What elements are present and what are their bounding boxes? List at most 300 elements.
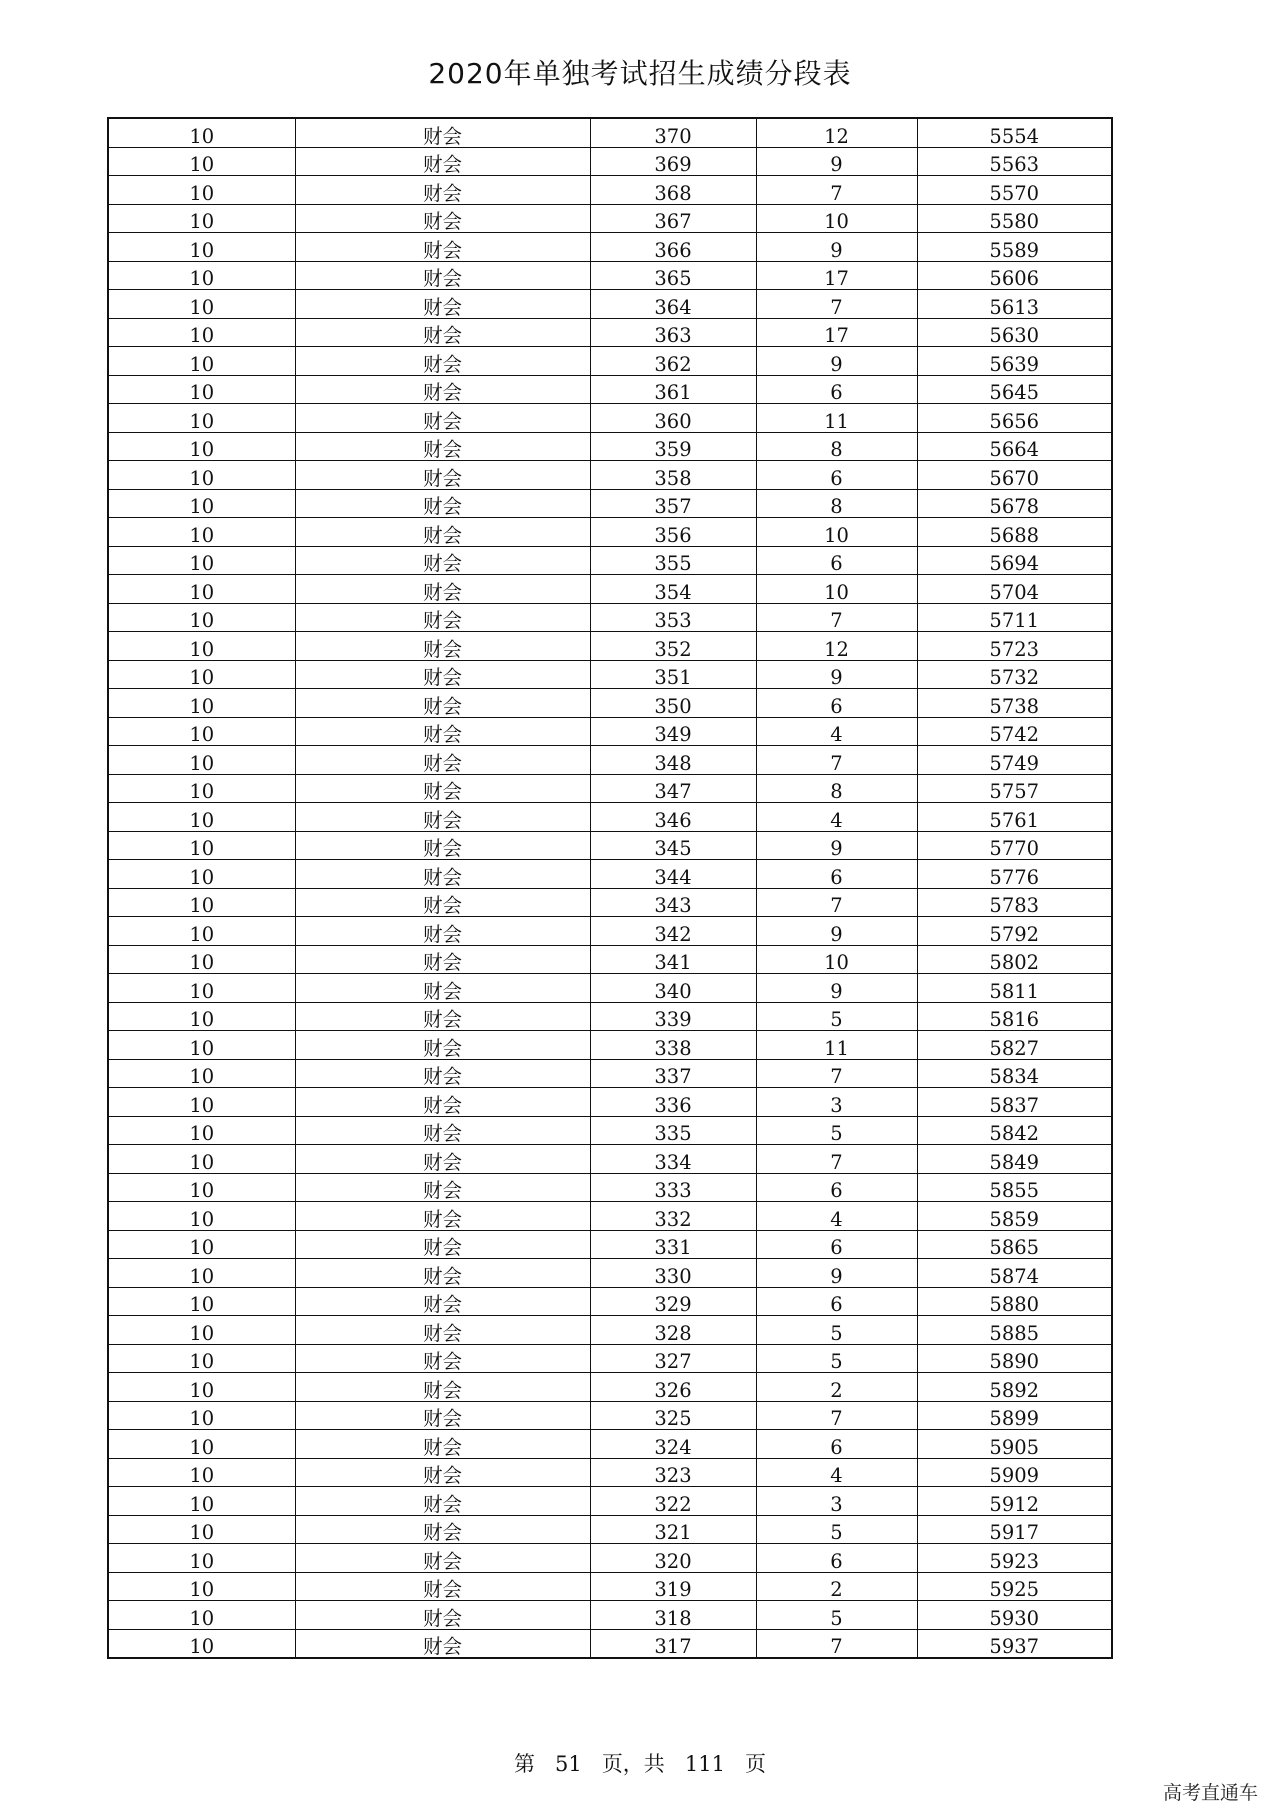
score-cell: 359 — [590, 432, 756, 461]
cumulative-cell: 5554 — [917, 118, 1112, 147]
major-cell: 财会 — [295, 1629, 590, 1658]
code-cell: 10 — [108, 660, 295, 689]
count-cell: 5 — [756, 1515, 917, 1544]
cumulative-cell: 5865 — [917, 1230, 1112, 1259]
code-cell: 10 — [108, 347, 295, 376]
code-cell: 10 — [108, 1401, 295, 1430]
code-cell: 10 — [108, 204, 295, 233]
count-cell: 7 — [756, 176, 917, 205]
cumulative-cell: 5874 — [917, 1259, 1112, 1288]
cumulative-cell: 5704 — [917, 575, 1112, 604]
table-row — [108, 404, 1112, 433]
count-cell: 9 — [756, 974, 917, 1003]
major-cell: 财会 — [295, 1031, 590, 1060]
code-cell: 10 — [108, 717, 295, 746]
code-cell: 10 — [108, 1202, 295, 1231]
code-cell: 10 — [108, 917, 295, 946]
cumulative-cell: 5892 — [917, 1373, 1112, 1402]
footer-page-number: 51 — [555, 1752, 582, 1776]
count-cell: 5 — [756, 1116, 917, 1145]
score-cell: 334 — [590, 1145, 756, 1174]
table-row — [108, 860, 1112, 889]
major-cell: 财会 — [295, 1202, 590, 1231]
score-cell: 349 — [590, 717, 756, 746]
score-cell: 321 — [590, 1515, 756, 1544]
cumulative-cell: 5749 — [917, 746, 1112, 775]
score-cell: 366 — [590, 233, 756, 262]
table-row — [108, 118, 1112, 147]
count-cell: 3 — [756, 1088, 917, 1117]
count-cell: 17 — [756, 261, 917, 290]
major-cell: 财会 — [295, 204, 590, 233]
code-cell: 10 — [108, 318, 295, 347]
major-cell: 财会 — [295, 1002, 590, 1031]
code-cell: 10 — [108, 1259, 295, 1288]
table-row — [108, 233, 1112, 262]
code-cell: 10 — [108, 1373, 295, 1402]
code-cell: 10 — [108, 774, 295, 803]
code-cell: 10 — [108, 1173, 295, 1202]
table-row — [108, 1116, 1112, 1145]
major-cell: 财会 — [295, 461, 590, 490]
score-cell: 345 — [590, 831, 756, 860]
score-cell: 325 — [590, 1401, 756, 1430]
score-cell: 361 — [590, 375, 756, 404]
watermark: 高考直通车 — [1162, 1782, 1258, 1804]
cumulative-cell: 5890 — [917, 1344, 1112, 1373]
count-cell: 10 — [756, 204, 917, 233]
score-cell: 329 — [590, 1287, 756, 1316]
footer-total-pages: 111 — [684, 1752, 725, 1776]
cumulative-cell: 5837 — [917, 1088, 1112, 1117]
count-cell: 9 — [756, 660, 917, 689]
code-cell: 10 — [108, 1629, 295, 1658]
cumulative-cell: 5842 — [917, 1116, 1112, 1145]
major-cell: 财会 — [295, 717, 590, 746]
major-cell: 财会 — [295, 233, 590, 262]
page-title: 2020年单独考试招生成绩分段表 — [428, 57, 852, 90]
cumulative-cell: 5899 — [917, 1401, 1112, 1430]
code-cell: 10 — [108, 1002, 295, 1031]
count-cell: 4 — [756, 1458, 917, 1487]
major-cell: 财会 — [295, 660, 590, 689]
table-row — [108, 489, 1112, 518]
code-cell: 10 — [108, 1230, 295, 1259]
code-cell: 10 — [108, 176, 295, 205]
score-cell: 328 — [590, 1316, 756, 1345]
table-row — [108, 318, 1112, 347]
table-row — [108, 1145, 1112, 1174]
code-cell: 10 — [108, 689, 295, 718]
score-cell: 369 — [590, 147, 756, 176]
code-cell: 10 — [108, 261, 295, 290]
table-row — [108, 290, 1112, 319]
score-cell: 352 — [590, 632, 756, 661]
score-cell: 355 — [590, 546, 756, 575]
count-cell: 9 — [756, 917, 917, 946]
cumulative-cell: 5639 — [917, 347, 1112, 376]
count-cell: 8 — [756, 432, 917, 461]
cumulative-cell: 5580 — [917, 204, 1112, 233]
table-row — [108, 1430, 1112, 1459]
code-cell: 10 — [108, 632, 295, 661]
code-cell: 10 — [108, 1145, 295, 1174]
table-row — [108, 147, 1112, 176]
major-cell: 财会 — [295, 974, 590, 1003]
major-cell: 财会 — [295, 1601, 590, 1630]
count-cell: 5 — [756, 1002, 917, 1031]
table-body — [108, 118, 1112, 1658]
score-cell: 320 — [590, 1544, 756, 1573]
table-row — [108, 1373, 1112, 1402]
code-cell: 10 — [108, 860, 295, 889]
major-cell: 财会 — [295, 1059, 590, 1088]
score-cell: 319 — [590, 1572, 756, 1601]
table-row — [108, 1259, 1112, 1288]
table-row — [108, 575, 1112, 604]
score-cell: 353 — [590, 603, 756, 632]
major-cell: 财会 — [295, 888, 590, 917]
major-cell: 财会 — [295, 575, 590, 604]
score-cell: 367 — [590, 204, 756, 233]
code-cell: 10 — [108, 803, 295, 832]
major-cell: 财会 — [295, 176, 590, 205]
table-row — [108, 1344, 1112, 1373]
major-cell: 财会 — [295, 546, 590, 575]
count-cell: 6 — [756, 546, 917, 575]
code-cell: 10 — [108, 546, 295, 575]
cumulative-cell: 5905 — [917, 1430, 1112, 1459]
code-cell: 10 — [108, 290, 295, 319]
cumulative-cell: 5816 — [917, 1002, 1112, 1031]
score-cell: 318 — [590, 1601, 756, 1630]
cumulative-cell: 5811 — [917, 974, 1112, 1003]
count-cell: 6 — [756, 1287, 917, 1316]
table-row — [108, 1202, 1112, 1231]
table-row — [108, 518, 1112, 547]
code-cell: 10 — [108, 974, 295, 1003]
code-cell: 10 — [108, 518, 295, 547]
count-cell: 9 — [756, 1259, 917, 1288]
score-cell: 365 — [590, 261, 756, 290]
code-cell: 10 — [108, 233, 295, 262]
score-cell: 347 — [590, 774, 756, 803]
count-cell: 7 — [756, 1059, 917, 1088]
count-cell: 4 — [756, 803, 917, 832]
count-cell: 7 — [756, 1145, 917, 1174]
cumulative-cell: 5859 — [917, 1202, 1112, 1231]
count-cell: 3 — [756, 1487, 917, 1516]
score-cell: 340 — [590, 974, 756, 1003]
score-cell: 363 — [590, 318, 756, 347]
code-cell: 10 — [108, 746, 295, 775]
code-cell: 10 — [108, 1316, 295, 1345]
major-cell: 财会 — [295, 1572, 590, 1601]
major-cell: 财会 — [295, 261, 590, 290]
code-cell: 10 — [108, 118, 295, 147]
major-cell: 财会 — [295, 632, 590, 661]
major-cell: 财会 — [295, 489, 590, 518]
major-cell: 财会 — [295, 917, 590, 946]
score-cell: 350 — [590, 689, 756, 718]
score-cell: 332 — [590, 1202, 756, 1231]
score-cell: 354 — [590, 575, 756, 604]
cumulative-cell: 5606 — [917, 261, 1112, 290]
score-cell: 331 — [590, 1230, 756, 1259]
cumulative-cell: 5688 — [917, 518, 1112, 547]
code-cell: 10 — [108, 603, 295, 632]
major-cell: 财会 — [295, 1344, 590, 1373]
score-cell: 341 — [590, 945, 756, 974]
table-row — [108, 1031, 1112, 1060]
cumulative-cell: 5563 — [917, 147, 1112, 176]
count-cell: 4 — [756, 1202, 917, 1231]
score-cell: 327 — [590, 1344, 756, 1373]
cumulative-cell: 5827 — [917, 1031, 1112, 1060]
code-cell: 10 — [108, 404, 295, 433]
count-cell: 4 — [756, 717, 917, 746]
code-cell: 10 — [108, 147, 295, 176]
score-cell: 337 — [590, 1059, 756, 1088]
score-cell: 322 — [590, 1487, 756, 1516]
cumulative-cell: 5757 — [917, 774, 1112, 803]
count-cell: 10 — [756, 575, 917, 604]
cumulative-cell: 5770 — [917, 831, 1112, 860]
score-cell: 364 — [590, 290, 756, 319]
cumulative-cell: 5776 — [917, 860, 1112, 889]
page-footer — [0, 1748, 1280, 1778]
score-cell: 324 — [590, 1430, 756, 1459]
code-cell: 10 — [108, 489, 295, 518]
table-row — [108, 632, 1112, 661]
score-cell: 333 — [590, 1173, 756, 1202]
major-cell: 财会 — [295, 1116, 590, 1145]
score-cell: 348 — [590, 746, 756, 775]
table-row — [108, 1002, 1112, 1031]
count-cell: 9 — [756, 233, 917, 262]
count-cell: 6 — [756, 1173, 917, 1202]
table-row — [108, 774, 1112, 803]
cumulative-cell: 5937 — [917, 1629, 1112, 1658]
score-cell: 343 — [590, 888, 756, 917]
cumulative-cell: 5885 — [917, 1316, 1112, 1345]
table-row — [108, 461, 1112, 490]
cumulative-cell: 5678 — [917, 489, 1112, 518]
code-cell: 10 — [108, 945, 295, 974]
major-cell: 财会 — [295, 803, 590, 832]
code-cell: 10 — [108, 1458, 295, 1487]
count-cell: 10 — [756, 518, 917, 547]
table-row — [108, 746, 1112, 775]
code-cell: 10 — [108, 1088, 295, 1117]
cumulative-cell: 5923 — [917, 1544, 1112, 1573]
count-cell: 9 — [756, 831, 917, 860]
cumulative-cell: 5570 — [917, 176, 1112, 205]
count-cell: 6 — [756, 860, 917, 889]
count-cell: 6 — [756, 689, 917, 718]
table-row — [108, 1088, 1112, 1117]
cumulative-cell: 5589 — [917, 233, 1112, 262]
major-cell: 财会 — [295, 147, 590, 176]
major-cell: 财会 — [295, 1316, 590, 1345]
score-cell: 360 — [590, 404, 756, 433]
cumulative-cell: 5613 — [917, 290, 1112, 319]
cumulative-cell: 5732 — [917, 660, 1112, 689]
count-cell: 11 — [756, 1031, 917, 1060]
score-cell: 335 — [590, 1116, 756, 1145]
count-cell: 7 — [756, 1629, 917, 1658]
code-cell: 10 — [108, 575, 295, 604]
count-cell: 9 — [756, 147, 917, 176]
table-row — [108, 888, 1112, 917]
cumulative-cell: 5802 — [917, 945, 1112, 974]
footer-total-suffix: 页 — [745, 1752, 767, 1776]
code-cell: 10 — [108, 1031, 295, 1060]
count-cell: 8 — [756, 489, 917, 518]
major-cell: 财会 — [295, 432, 590, 461]
cumulative-cell: 5723 — [917, 632, 1112, 661]
count-cell: 17 — [756, 318, 917, 347]
major-cell: 财会 — [295, 1430, 590, 1459]
count-cell: 2 — [756, 1572, 917, 1601]
cumulative-cell: 5834 — [917, 1059, 1112, 1088]
footer-page-prefix: 第 — [513, 1752, 535, 1776]
score-cell: 370 — [590, 118, 756, 147]
count-cell: 6 — [756, 1544, 917, 1573]
count-cell: 5 — [756, 1316, 917, 1345]
count-cell: 11 — [756, 404, 917, 433]
cumulative-cell: 5630 — [917, 318, 1112, 347]
score-cell: 358 — [590, 461, 756, 490]
code-cell: 10 — [108, 1059, 295, 1088]
table-row — [108, 1601, 1112, 1630]
cumulative-cell: 5783 — [917, 888, 1112, 917]
cumulative-cell: 5656 — [917, 404, 1112, 433]
score-cell: 356 — [590, 518, 756, 547]
table-row — [108, 176, 1112, 205]
score-cell: 344 — [590, 860, 756, 889]
code-cell: 10 — [108, 1116, 295, 1145]
table-row — [108, 803, 1112, 832]
major-cell: 财会 — [295, 1173, 590, 1202]
score-cell: 342 — [590, 917, 756, 946]
code-cell: 10 — [108, 375, 295, 404]
table-row — [108, 1572, 1112, 1601]
cumulative-cell: 5880 — [917, 1287, 1112, 1316]
table-row — [108, 1230, 1112, 1259]
table-row — [108, 1544, 1112, 1573]
major-cell: 财会 — [295, 860, 590, 889]
code-cell: 10 — [108, 1430, 295, 1459]
score-cell: 339 — [590, 1002, 756, 1031]
cumulative-cell: 5645 — [917, 375, 1112, 404]
major-cell: 财会 — [295, 1373, 590, 1402]
major-cell: 财会 — [295, 404, 590, 433]
cumulative-cell: 5670 — [917, 461, 1112, 490]
table-row — [108, 1173, 1112, 1202]
table-row — [108, 603, 1112, 632]
table-row — [108, 917, 1112, 946]
major-cell: 财会 — [295, 290, 590, 319]
count-cell: 6 — [756, 461, 917, 490]
major-cell: 财会 — [295, 1259, 590, 1288]
cumulative-cell: 5849 — [917, 1145, 1112, 1174]
major-cell: 财会 — [295, 118, 590, 147]
major-cell: 财会 — [295, 831, 590, 860]
count-cell: 7 — [756, 290, 917, 319]
table-row — [108, 945, 1112, 974]
code-cell: 10 — [108, 1572, 295, 1601]
major-cell: 财会 — [295, 347, 590, 376]
cumulative-cell: 5909 — [917, 1458, 1112, 1487]
table-row — [108, 432, 1112, 461]
major-cell: 财会 — [295, 1458, 590, 1487]
cumulative-cell: 5711 — [917, 603, 1112, 632]
count-cell: 7 — [756, 603, 917, 632]
count-cell: 7 — [756, 1401, 917, 1430]
footer-page-suffix: 页，共 — [601, 1752, 665, 1776]
count-cell: 5 — [756, 1344, 917, 1373]
table-row — [108, 974, 1112, 1003]
code-cell: 10 — [108, 1487, 295, 1516]
cumulative-cell: 5664 — [917, 432, 1112, 461]
count-cell: 5 — [756, 1601, 917, 1630]
count-cell: 10 — [756, 945, 917, 974]
code-cell: 10 — [108, 1287, 295, 1316]
table-row — [108, 1059, 1112, 1088]
table-row — [108, 831, 1112, 860]
count-cell: 12 — [756, 118, 917, 147]
count-cell: 2 — [756, 1373, 917, 1402]
count-cell: 6 — [756, 375, 917, 404]
major-cell: 财会 — [295, 375, 590, 404]
cumulative-cell: 5792 — [917, 917, 1112, 946]
major-cell: 财会 — [295, 518, 590, 547]
score-cell: 357 — [590, 489, 756, 518]
code-cell: 10 — [108, 831, 295, 860]
code-cell: 10 — [108, 461, 295, 490]
count-cell: 6 — [756, 1430, 917, 1459]
cumulative-cell: 5917 — [917, 1515, 1112, 1544]
major-cell: 财会 — [295, 1145, 590, 1174]
count-cell: 7 — [756, 746, 917, 775]
cumulative-cell: 5742 — [917, 717, 1112, 746]
major-cell: 财会 — [295, 1515, 590, 1544]
table-row — [108, 204, 1112, 233]
table-row — [108, 1629, 1112, 1658]
major-cell: 财会 — [295, 689, 590, 718]
score-cell: 368 — [590, 176, 756, 205]
score-cell: 346 — [590, 803, 756, 832]
major-cell: 财会 — [295, 1088, 590, 1117]
count-cell: 6 — [756, 1230, 917, 1259]
cumulative-cell: 5855 — [917, 1173, 1112, 1202]
score-cell: 336 — [590, 1088, 756, 1117]
table-row — [108, 1487, 1112, 1516]
table-row — [108, 660, 1112, 689]
table-row — [108, 1515, 1112, 1544]
table-row — [108, 375, 1112, 404]
major-cell: 财会 — [295, 1230, 590, 1259]
code-cell: 10 — [108, 888, 295, 917]
cumulative-cell: 5761 — [917, 803, 1112, 832]
table-row — [108, 1287, 1112, 1316]
major-cell: 财会 — [295, 1487, 590, 1516]
cumulative-cell: 5925 — [917, 1572, 1112, 1601]
major-cell: 财会 — [295, 1401, 590, 1430]
count-cell: 9 — [756, 347, 917, 376]
code-cell: 10 — [108, 432, 295, 461]
